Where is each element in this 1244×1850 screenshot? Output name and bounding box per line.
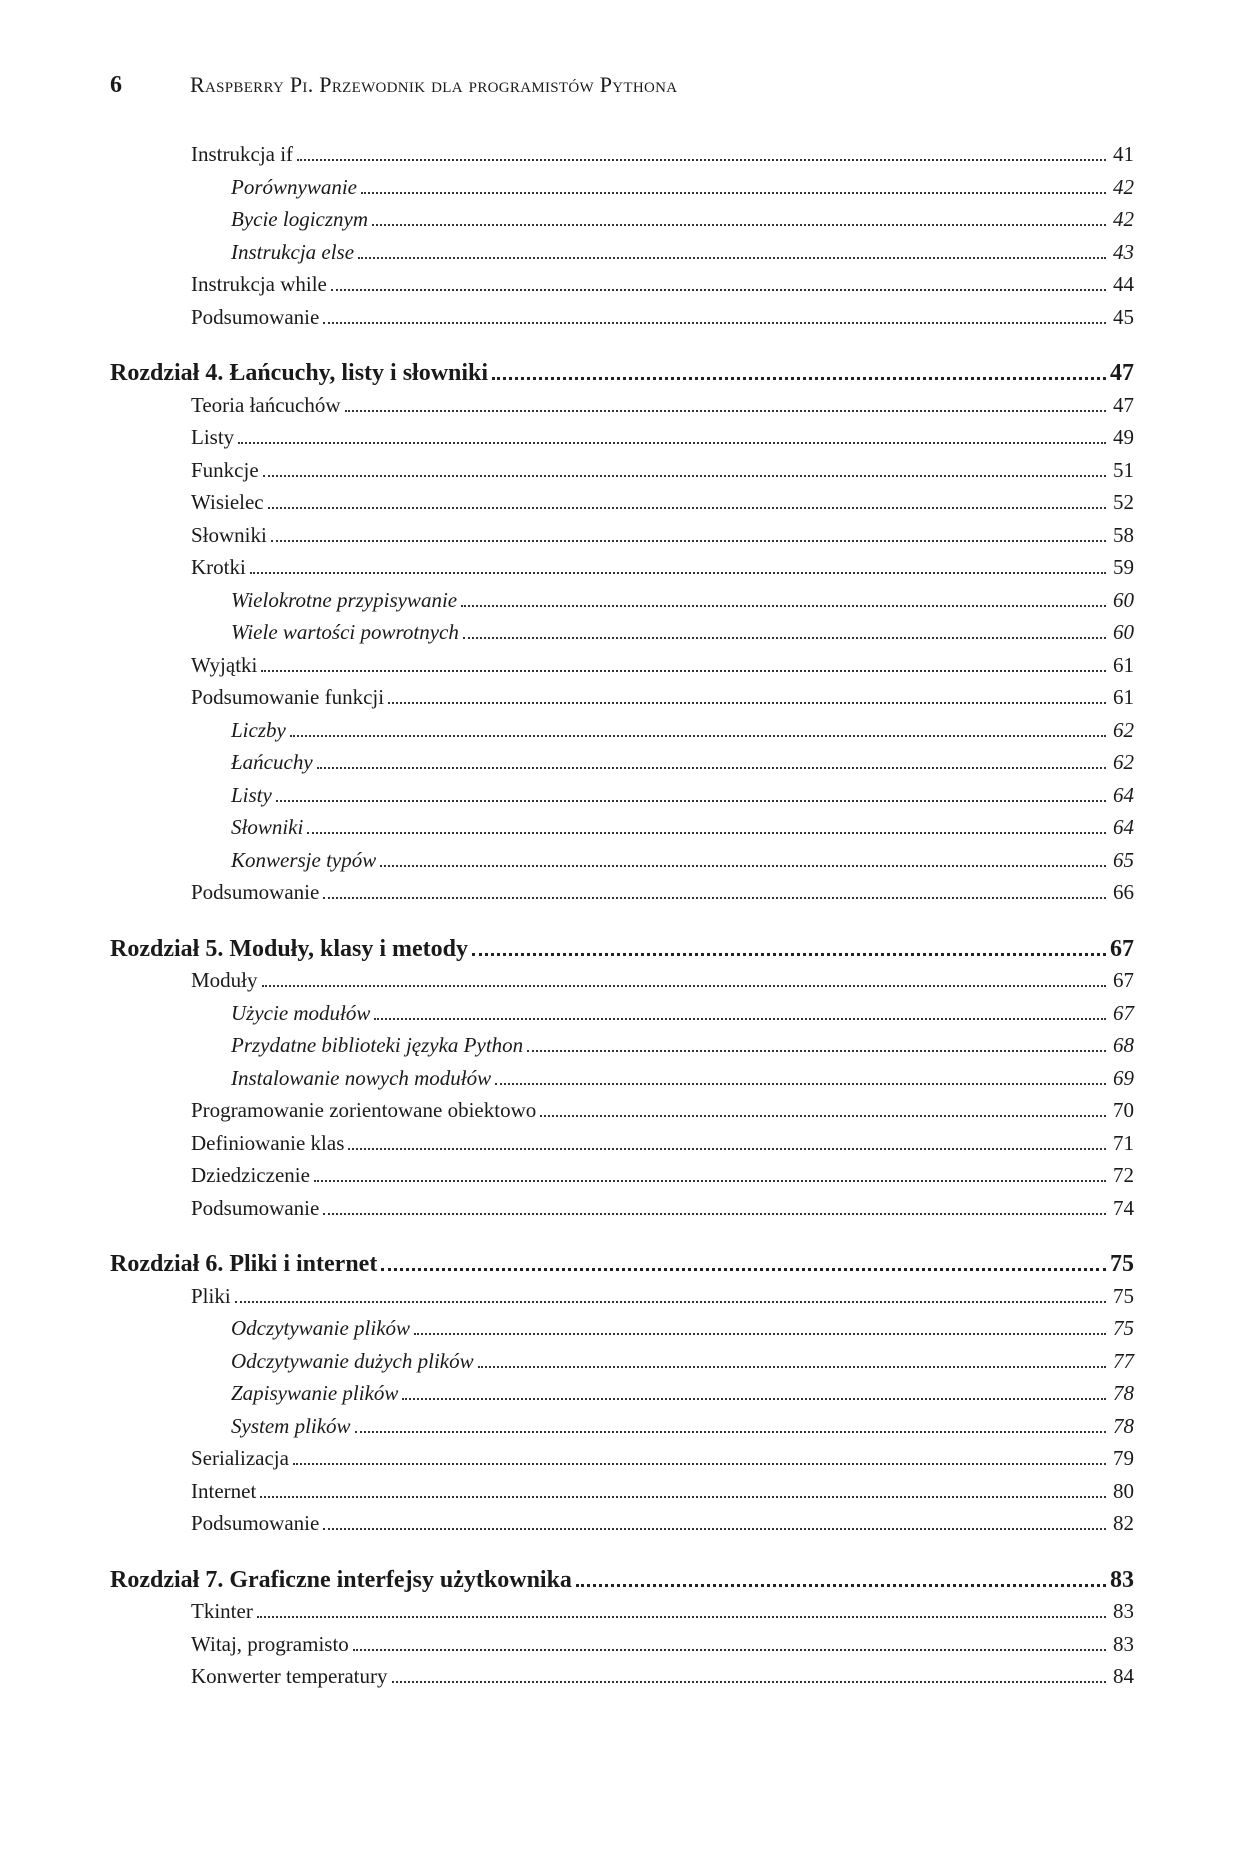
dot-leader bbox=[314, 1180, 1106, 1182]
dot-leader bbox=[380, 865, 1106, 867]
dot-leader bbox=[527, 1050, 1106, 1052]
toc-page-number: 61 bbox=[1113, 685, 1134, 709]
toc-entry bbox=[110, 1131, 1134, 1164]
dot-leader bbox=[235, 1301, 1106, 1303]
toc-entry-title: Liczby bbox=[231, 717, 286, 742]
toc-page-number: 78 bbox=[1113, 1413, 1134, 1438]
toc-entry-title: Porównywanie bbox=[231, 174, 357, 199]
toc-page-number: 49 bbox=[1113, 425, 1134, 449]
toc-page-number: 69 bbox=[1113, 1065, 1134, 1090]
dot-leader bbox=[257, 1616, 1106, 1618]
dot-leader bbox=[331, 289, 1106, 291]
dot-leader bbox=[358, 257, 1106, 259]
toc-entry bbox=[110, 207, 1134, 240]
toc-page-number: 68 bbox=[1113, 1033, 1134, 1057]
toc-entry-title: Podsumowanie funkcji bbox=[191, 685, 385, 709]
toc-entry bbox=[110, 1479, 1134, 1512]
toc-entry-title: Witaj, programisto bbox=[191, 1631, 349, 1656]
toc-entry-title: Użycie modułów bbox=[231, 1000, 371, 1025]
toc-page-number: 51 bbox=[1113, 457, 1134, 482]
dot-leader bbox=[472, 953, 1106, 956]
toc-page-number: 72 bbox=[1113, 1163, 1134, 1187]
toc-entry-title: Wisielec bbox=[191, 490, 264, 514]
toc-page-number: 58 bbox=[1113, 522, 1134, 547]
dot-leader bbox=[372, 224, 1106, 226]
dot-leader bbox=[323, 1528, 1106, 1530]
toc-entry bbox=[110, 1381, 1134, 1414]
toc-entry-title: Podsumowanie bbox=[191, 1195, 320, 1220]
toc-page-number: 62 bbox=[1113, 717, 1134, 742]
toc-page-number: 62 bbox=[1113, 750, 1134, 774]
running-head bbox=[110, 72, 1140, 112]
toc-entry-title: Przydatne biblioteki języka Python bbox=[231, 1033, 524, 1057]
toc-page-number: 60 bbox=[1113, 620, 1134, 644]
dot-leader bbox=[576, 1584, 1106, 1587]
dot-leader bbox=[271, 540, 1106, 542]
toc-entry bbox=[110, 588, 1134, 621]
toc-entry bbox=[110, 1163, 1134, 1196]
dot-leader bbox=[478, 1366, 1106, 1368]
toc-entry bbox=[110, 718, 1134, 751]
toc-entry bbox=[110, 1599, 1134, 1632]
toc-page-number: 75 bbox=[1110, 1251, 1134, 1277]
toc-entry-title: Listy bbox=[231, 782, 272, 807]
dot-leader bbox=[268, 507, 1106, 509]
toc-entry bbox=[110, 1511, 1134, 1544]
toc-entry-title: Instalowanie nowych modułów bbox=[231, 1065, 492, 1090]
dot-leader bbox=[348, 1148, 1106, 1150]
dot-leader bbox=[297, 159, 1106, 161]
toc-entry-title: Konwersje typów bbox=[231, 847, 377, 872]
toc-page-number: 43 bbox=[1113, 239, 1134, 264]
toc-page-number: 78 bbox=[1113, 1381, 1134, 1405]
toc-page-number: 45 bbox=[1113, 304, 1134, 329]
toc-entry-title: Instrukcja else bbox=[231, 239, 355, 264]
toc-entry bbox=[110, 1349, 1134, 1382]
toc-page-number: 67 bbox=[1113, 1000, 1134, 1025]
toc-entry bbox=[110, 783, 1134, 816]
toc-page-number: 77 bbox=[1113, 1348, 1134, 1373]
toc-entry bbox=[110, 653, 1134, 686]
toc-entry bbox=[110, 880, 1134, 913]
toc-entry-title: Łańcuchy bbox=[231, 750, 313, 774]
toc-chapter-heading bbox=[110, 1251, 1134, 1284]
toc-entry-title: Bycie logicznym bbox=[231, 207, 369, 231]
dot-leader bbox=[262, 985, 1106, 987]
dot-leader bbox=[495, 1083, 1106, 1085]
toc-entry-title: Instrukcja while bbox=[191, 272, 327, 296]
toc-entry bbox=[110, 272, 1134, 305]
dot-leader bbox=[355, 1431, 1106, 1433]
toc-chapter-heading bbox=[110, 360, 1134, 393]
toc-entry-title: Wyjątki bbox=[191, 652, 258, 677]
toc-entry-title: Podsumowanie bbox=[191, 880, 320, 904]
table-of-contents bbox=[110, 142, 1134, 1697]
toc-chapter-heading bbox=[110, 1567, 1134, 1600]
toc-entry bbox=[110, 968, 1134, 1001]
toc-entry bbox=[110, 1632, 1134, 1665]
dot-leader bbox=[353, 1649, 1106, 1651]
toc-entry-title: Odczytywanie plików bbox=[231, 1316, 411, 1340]
toc-page-number: 41 bbox=[1113, 142, 1134, 166]
toc-entry bbox=[110, 1098, 1134, 1131]
toc-entry-title: Słowniki bbox=[231, 815, 304, 839]
toc-page-number: 70 bbox=[1113, 1098, 1134, 1122]
toc-entry-title: Zapisywanie plików bbox=[231, 1381, 399, 1405]
toc-entry bbox=[110, 1001, 1134, 1034]
toc-entry-title: Rozdział 6. Pliki i internet bbox=[110, 1251, 378, 1277]
toc-entry-title: Listy bbox=[191, 425, 235, 449]
toc-entry bbox=[110, 1446, 1134, 1479]
dot-leader bbox=[317, 767, 1106, 769]
toc-page-number: 64 bbox=[1113, 815, 1134, 839]
toc-page-number: 66 bbox=[1113, 880, 1134, 904]
toc-page-number: 61 bbox=[1113, 652, 1134, 677]
toc-entry-title: Rozdział 5. Moduły, klasy i metody bbox=[110, 935, 469, 962]
toc-entry-title: Definiowanie klas bbox=[191, 1130, 345, 1155]
dot-leader bbox=[381, 1268, 1106, 1271]
dot-leader bbox=[323, 897, 1106, 899]
toc-entry bbox=[110, 425, 1134, 458]
toc-entry-title: Wielokrotne przypisywanie bbox=[231, 587, 458, 612]
dot-leader bbox=[323, 322, 1106, 324]
toc-page-number: 83 bbox=[1113, 1631, 1134, 1656]
toc-entry-title: Dziedziczenie bbox=[191, 1163, 310, 1187]
toc-entry bbox=[110, 750, 1134, 783]
toc-page-number: 80 bbox=[1113, 1478, 1134, 1503]
toc-entry bbox=[110, 1284, 1134, 1317]
toc-chapter-heading bbox=[110, 936, 1134, 969]
toc-entry-title: Funkcje bbox=[191, 457, 259, 482]
toc-entry-title: Instrukcja if bbox=[191, 142, 294, 166]
toc-page-number: 82 bbox=[1113, 1511, 1134, 1535]
dot-leader bbox=[250, 572, 1106, 574]
toc-entry-title: Serializacja bbox=[191, 1446, 289, 1470]
dot-leader bbox=[345, 410, 1106, 412]
toc-entry-title: Teoria łańcuchów bbox=[191, 392, 341, 417]
toc-page-number: 47 bbox=[1113, 392, 1134, 417]
dot-leader bbox=[540, 1115, 1106, 1117]
dot-leader bbox=[374, 1018, 1106, 1020]
toc-page-number: 52 bbox=[1113, 490, 1134, 514]
toc-entry bbox=[110, 620, 1134, 653]
toc-entry bbox=[110, 1196, 1134, 1229]
toc-entry bbox=[110, 240, 1134, 273]
toc-entry-title: Konwerter temperatury bbox=[191, 1664, 388, 1688]
toc-entry-title: Internet bbox=[191, 1478, 257, 1503]
toc-page-number: 65 bbox=[1113, 847, 1134, 872]
toc-entry bbox=[110, 523, 1134, 556]
toc-entry bbox=[110, 142, 1134, 175]
toc-entry bbox=[110, 1316, 1134, 1349]
toc-entry-title: Tkinter bbox=[191, 1599, 253, 1623]
toc-page-number: 67 bbox=[1113, 968, 1134, 992]
toc-page-number: 75 bbox=[1113, 1283, 1134, 1308]
toc-entry bbox=[110, 1414, 1134, 1447]
toc-entry bbox=[110, 685, 1134, 718]
toc-entry-title: Krotki bbox=[191, 555, 246, 579]
dot-leader bbox=[293, 1463, 1106, 1465]
toc-entry bbox=[110, 490, 1134, 523]
dot-leader bbox=[238, 442, 1106, 444]
dot-leader bbox=[414, 1333, 1106, 1335]
running-title: Raspberry Pi. Przewodnik dla programistów Pythona bbox=[190, 72, 678, 97]
toc-entry-title: Słowniki bbox=[191, 522, 267, 547]
dot-leader bbox=[461, 605, 1106, 607]
toc-page-number: 83 bbox=[1113, 1599, 1134, 1623]
toc-entry bbox=[110, 1033, 1134, 1066]
toc-page-number: 83 bbox=[1110, 1566, 1134, 1593]
dot-leader bbox=[261, 670, 1106, 672]
toc-page-number: 44 bbox=[1113, 272, 1134, 296]
toc-entry-title: Rozdział 7. Graficzne interfejsy użytkownika bbox=[110, 1566, 572, 1593]
toc-page-number: 60 bbox=[1113, 587, 1134, 612]
toc-entry-title: Programowanie zorientowane obiektowo bbox=[191, 1098, 537, 1122]
toc-entry bbox=[110, 175, 1134, 208]
dot-leader bbox=[388, 702, 1106, 704]
dot-leader bbox=[276, 800, 1106, 802]
dot-leader bbox=[392, 1681, 1107, 1683]
toc-page-number: 79 bbox=[1113, 1446, 1134, 1470]
toc-page-number: 64 bbox=[1113, 782, 1134, 807]
toc-entry-title: Wiele wartości powrotnych bbox=[231, 620, 459, 644]
toc-entry bbox=[110, 555, 1134, 588]
toc-page-number: 47 bbox=[1110, 360, 1134, 386]
toc-page-number: 74 bbox=[1113, 1195, 1134, 1220]
toc-entry-title: Podsumowanie bbox=[191, 304, 320, 329]
dot-leader bbox=[260, 1496, 1106, 1498]
dot-leader bbox=[492, 377, 1106, 380]
toc-entry bbox=[110, 848, 1134, 881]
toc-page-number: 67 bbox=[1110, 935, 1134, 962]
dot-leader bbox=[361, 192, 1106, 194]
toc-entry-title: Rozdział 4. Łańcuchy, listy i słowniki bbox=[110, 360, 489, 386]
toc-entry bbox=[110, 1664, 1134, 1697]
toc-entry bbox=[110, 458, 1134, 491]
dot-leader bbox=[323, 1213, 1106, 1215]
toc-entry-title: Moduły bbox=[191, 968, 258, 992]
dot-leader bbox=[463, 637, 1106, 639]
dot-leader bbox=[263, 475, 1106, 477]
page-number: 6 bbox=[110, 72, 122, 98]
toc-entry bbox=[110, 393, 1134, 426]
toc-page-number: 71 bbox=[1113, 1130, 1134, 1155]
dot-leader bbox=[290, 735, 1106, 737]
toc-entry-title: Odczytywanie dużych plików bbox=[231, 1348, 474, 1373]
toc-page-number: 84 bbox=[1113, 1664, 1134, 1688]
toc-page-number: 42 bbox=[1113, 174, 1134, 199]
toc-entry bbox=[110, 1066, 1134, 1099]
toc-page-number: 75 bbox=[1113, 1316, 1134, 1340]
toc-entry-title: Pliki bbox=[191, 1283, 231, 1308]
toc-page-number: 59 bbox=[1113, 555, 1134, 579]
toc-page-number: 42 bbox=[1113, 207, 1134, 231]
dot-leader bbox=[402, 1398, 1106, 1400]
toc-entry-title: Podsumowanie bbox=[191, 1511, 320, 1535]
toc-entry bbox=[110, 305, 1134, 338]
toc-entry-title: System plików bbox=[231, 1413, 351, 1438]
dot-leader bbox=[307, 832, 1106, 834]
toc-entry bbox=[110, 815, 1134, 848]
